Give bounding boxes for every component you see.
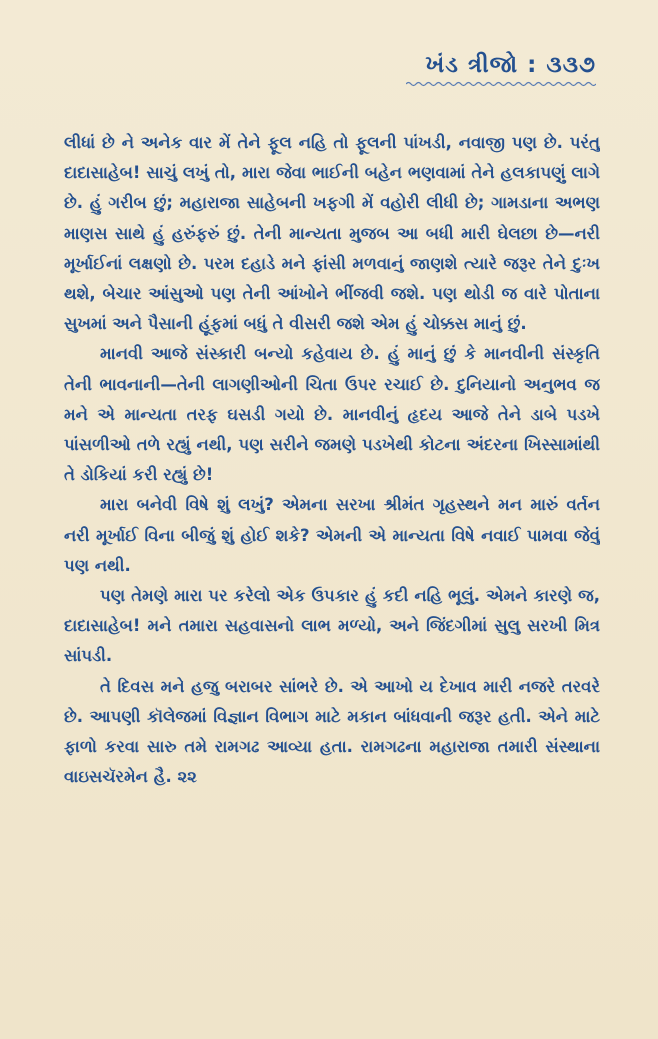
running-title: ખંડ ત્રીજો : ૩૩૭ — [425, 52, 596, 78]
paragraph-4: પણ તેમણે મારા પર કરેલો એક ઉપકાર હું કદી નહિ ભૂલું. એમને કારણે જ, દાદાસાહેબ! મને તમારા સહવાસનો લાભ મળ્યો, અને જિંદગીમાં સુલુ સરખી મિત્ર સાંપડી. — [64, 586, 600, 666]
body-text — [64, 128, 600, 1008]
paragraph-2: માનવી આજે સંસ્કારી બન્યો કહેવાય છે. હું માનું છું કે માનવીની સંસ્કૃતિ તેની ભાવનાની—તેની લાગણીઓની ચિતા ઉપર રચાઈ છે. દુનિયાનો અનુભવ જ મને એ માન્યતા તરફ ઘસડી ગયો છે. માનવીનું હૃદય આજે તેને ડાબે પડખે પાંસળીઓ તળે રહ્યું નથી, પણ સરીને જમણે પડખેથી કોટના અંદરના ખિસ્સામાંથી તે ડોકિયાં કરી રહ્યું છે! — [64, 344, 600, 485]
paragraph-5: તે દિવસ મને હજુ બરાબર સાંભરે છે. એ આખો ય દેખાવ મારી નજરે તરવરે છે. આપણી કૉલેજમાં વિજ્ઞાન વિભાગ માટે મકાન બાંધવાની જરૂર હતી. એને માટે ફાળો કરવા સારુ તમે રામગઢ આવ્યા હતા. રામગઢના મહારાજા તમારી સંસ્થાના વાઇસચૅરમેન હૈ. ૨૨ — [64, 676, 600, 787]
paragraph-3: મારા બનેવી વિષે શું લખું? એમના સરખા શ્રીમંત ગૃહસ્થને મન મારું વર્તન નરી મૂર્ખાઈ વિના બીજું શું હોઈ શકે? એમની એ માન્યતા વિષે નવાઈ પામવા જેવું પણ નથી. — [64, 495, 600, 575]
wavy-underline — [406, 80, 596, 88]
paragraph-1: લીધાં છે ને અનેક વાર મેં તેને ફૂલ નહિ તો ફૂલની પાંખડી, નવાજી પણ છે. પરંતુ દાદાસાહેબ! સાચું લખું તો, મારા જેવા ભાઈની બહેન ભણવામાં તેને હલકાપણું લાગે છે. હું ગરીબ છું; મહારાજા સાહેબની ખફગી મેં વહોરી લીધી છે; ગામડાના અભણ માણસ સાથે હું હરુંફરું છું. તેની માન્યતા મુજબ આ બધી મારી ઘેલછા છે—નરી મૂર્ખાઈનાં લક્ષણો છે. પરમ દહાડે મને ફાંસી મળવાનું જાણશે ત્યારે જરૂર તેને દુઃખ થશે, બેચાર આંસુઓ પણ તેની આંખોને ભીંજવી જશે. પણ થોડી જ વારે પોતાના સુખમાં અને પૈસાની હૂંફમાં બધું તે વીસરી જશે એમ હું ચોક્કસ માનું છું. — [64, 133, 600, 334]
page-header — [406, 52, 596, 88]
